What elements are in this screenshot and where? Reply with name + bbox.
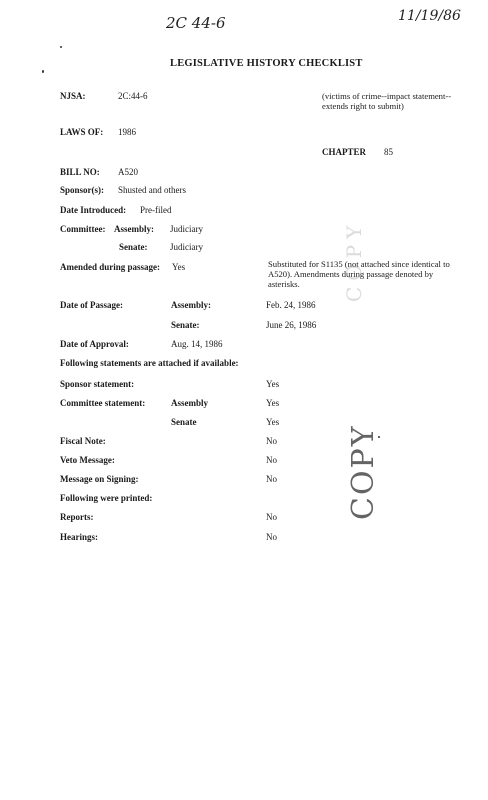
page-title: LEGISLATIVE HISTORY CHECKLIST <box>170 58 363 69</box>
hearings-value: No <box>266 532 277 542</box>
bill-no-label: BILL NO: <box>60 167 100 177</box>
committee-assembly-label: Assembly: <box>114 224 154 234</box>
passage-assembly-label: Assembly: <box>171 300 211 310</box>
njsa-label: NJSA: <box>60 91 86 101</box>
hearings-label: Hearings: <box>60 532 98 542</box>
fiscal-note-value: No <box>266 436 277 446</box>
laws-of-label: LAWS OF: <box>60 127 104 137</box>
date-of-approval-label: Date of Approval: <box>60 339 129 349</box>
copy-stamp: COPY <box>346 424 381 520</box>
committee-label: Committee: <box>60 224 106 234</box>
laws-of-value: 1986 <box>118 127 136 137</box>
amended-note: Substituted for S1135 (not attached since identical to A520). Amendments during passage denoted by asterisks. <box>268 259 450 289</box>
committee-statement-senate-label: Senate <box>171 417 197 427</box>
sponsors-label: Sponsor(s): <box>60 185 105 195</box>
date-of-approval-value: Aug. 14, 1986 <box>171 339 223 349</box>
committee-senate-value: Judiciary <box>170 242 203 252</box>
passage-senate-value: June 26, 1986 <box>266 320 317 330</box>
veto-message-value: No <box>266 455 277 465</box>
veto-message-label: Veto Message: <box>60 455 115 465</box>
following-attached-heading: Following statements are attached if available: <box>60 358 239 368</box>
committee-statement-label: Committee statement: <box>60 398 146 408</box>
following-printed-heading: Following were printed: <box>60 493 153 503</box>
amended-value: Yes <box>172 262 186 272</box>
njsa-description: (victims of crime--impact statement--extends right to submit) <box>322 91 452 111</box>
committee-statement-assembly-value: Yes <box>266 398 280 408</box>
scan-speck <box>60 46 62 48</box>
scan-speck <box>42 70 44 73</box>
date-introduced-label: Date Introduced: <box>60 205 127 215</box>
chapter-label: CHAPTER <box>322 147 367 157</box>
chapter-value: 85 <box>384 147 393 157</box>
committee-assembly-value: Judiciary <box>170 224 203 234</box>
message-on-signing-value: No <box>266 474 277 484</box>
copy-stamp-faint: COPY <box>342 219 366 302</box>
date-introduced-value: Pre-filed <box>140 205 172 215</box>
committee-statement-assembly-label: Assembly <box>171 398 209 408</box>
committee-statement-senate-value: Yes <box>266 417 280 427</box>
sponsor-statement-value: Yes <box>266 379 280 389</box>
handwritten-date: 11/19/86 <box>398 8 461 24</box>
reports-value: No <box>266 512 277 522</box>
passage-assembly-value: Feb. 24, 1986 <box>266 300 316 310</box>
date-of-passage-label: Date of Passage: <box>60 300 123 310</box>
passage-senate-label: Senate: <box>171 320 200 330</box>
message-on-signing-label: Message on Signing: <box>60 474 139 484</box>
reports-label: Reports: <box>60 512 94 522</box>
sponsors-value: Shusted and others <box>118 185 186 195</box>
bill-no-value: A520 <box>118 167 138 177</box>
njsa-value: 2C:44-6 <box>118 91 148 101</box>
fiscal-note-label: Fiscal Note: <box>60 436 106 446</box>
committee-senate-label: Senate: <box>119 242 148 252</box>
amended-label: Amended during passage: <box>60 262 161 272</box>
handwritten-code: 2C 44-6 <box>166 14 226 32</box>
sponsor-statement-label: Sponsor statement: <box>60 379 135 389</box>
